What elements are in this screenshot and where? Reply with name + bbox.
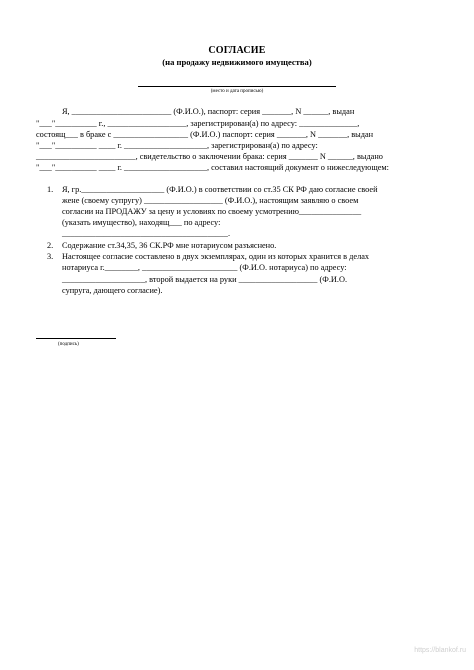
intro-line: Я, ________________________ (Ф.И.О.), паспорт: серия _______, N ______, выдан [62,107,355,116]
signature-line [36,338,116,339]
place-date-line [138,86,336,87]
item-line: жене (своему супругу) ___________________ (Ф.И.О.), настоящим заявляю о своем [62,196,359,205]
intro-line: "___"__________ ____ г. ____________________, зарегистрирован(а) по адресу: [36,141,318,150]
intro-line: состоящ___ в браке с __________________ (Ф.И.О.) паспорт: серия _______, N _______, выдан [36,130,374,139]
item-number: 2. [47,241,54,250]
item-line: супруга, дающего согласие). [62,286,163,295]
intro-line: ________________________, свидетельство о заключении брака: серия _______ N ______, выдано [36,152,383,161]
place-date-caption: (место и дата прописью) [210,89,264,94]
item-number: 1. [47,185,54,194]
intro-line: "___"__________ г., ___________________, зарегистрирован(а) по адресу: ______________, [36,119,360,128]
item-line: Содержание ст.34,35, 36 СК.РФ мне нотариусом разъяснено. [62,241,277,250]
item-line: Настоящее согласие составлено в двух экземплярах, один из которых хранится в делах [62,252,370,261]
item-line: ____________________, второй выдается на руки ___________________ (Ф.И.О. [62,275,348,284]
signature-caption: (подпись) [58,342,79,347]
document-subtitle: (на продажу недвижимого имущества) [162,57,312,67]
document-title: СОГЛАСИЕ [208,45,266,56]
item-number: 3. [47,252,54,261]
item-line: ________________________________________. [62,229,231,238]
item-line: нотариуса г.________, _______________________ (Ф.И.О. нотариуса) по адресу: [62,263,347,272]
intro-line: "___"__________ ____ г. ____________________, составил настоящий документ о нижеследующем: [36,163,389,172]
item-line: (указать имущество), находящ___ по адресу: [62,218,221,227]
watermark: https://blankof.ru [414,647,466,654]
item-line: Я, гр.____________________ (Ф.И.О.) в соответствии со ст.35 СК РФ даю согласие своей [62,185,378,194]
item-line: согласии на ПРОДАЖУ за цену и условиях по своему усмотрению_______________ [62,207,362,216]
